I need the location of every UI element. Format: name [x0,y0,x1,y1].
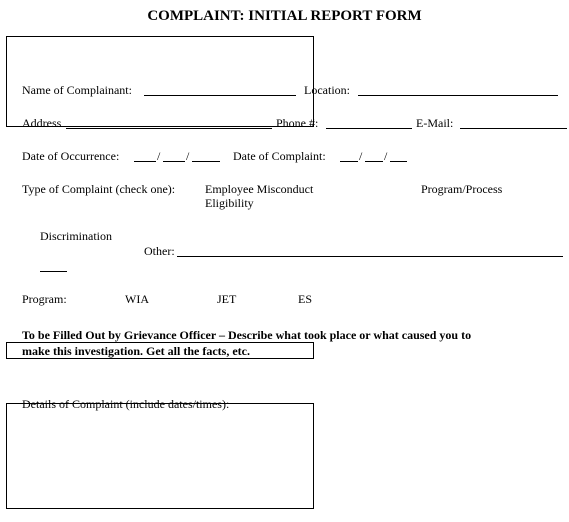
location-label: Location: [304,83,350,97]
location-blank[interactable] [358,95,558,96]
occurrence-month-blank[interactable] [134,161,156,162]
complaint-slash-2: / [384,149,388,163]
option-program-process[interactable]: Program/Process [421,182,503,196]
program-option-wia[interactable]: WIA [125,292,149,306]
complaint-type-label: Type of Complaint (check one): [22,182,176,196]
option-other[interactable]: Other: [144,244,175,258]
complaint-slash-1: / [359,149,363,163]
complaint-day-blank[interactable] [365,161,383,162]
discrimination-checkline[interactable] [40,271,67,272]
complainant-blank[interactable] [144,95,296,96]
complaint-date-label: Date of Complaint: [233,149,326,163]
occurrence-slash-2: / [186,149,190,163]
program-option-jet[interactable]: JET [217,292,237,306]
phone-blank[interactable] [326,128,412,129]
header-box [6,36,314,127]
program-option-es[interactable]: ES [298,292,313,306]
complainant-label: Name of Complainant: [22,83,132,97]
phone-label: Phone #: [276,116,319,130]
details-box[interactable] [6,403,314,509]
address-blank[interactable] [66,128,272,129]
address-label: Address [22,116,62,130]
email-blank[interactable] [460,128,567,129]
complaint-year-blank[interactable] [390,161,407,162]
details-label: Details of Complaint (include dates/times): [22,397,230,411]
email-label: E-Mail: [416,116,454,130]
occurrence-day-blank[interactable] [163,161,185,162]
grievance-instructions-line-2: make this investigation. Get all the facts, etc. [22,344,250,358]
occurrence-date-label: Date of Occurrence: [22,149,120,163]
occurrence-year-blank[interactable] [192,161,220,162]
option-discrimination[interactable]: Discrimination [40,229,112,243]
complaint-month-blank[interactable] [340,161,358,162]
form-title: COMPLAINT: INITIAL REPORT FORM [147,8,422,24]
grievance-instructions-line-1: To be Filled Out by Grievance Officer – Describe what took place or what caused you to [22,328,472,342]
program-label: Program: [22,292,67,306]
option-employee-misconduct[interactable]: Employee Misconduct [205,182,314,196]
occurrence-slash-1: / [157,149,161,163]
option-eligibility[interactable]: Eligibility [205,196,254,210]
other-blank[interactable] [177,256,563,257]
